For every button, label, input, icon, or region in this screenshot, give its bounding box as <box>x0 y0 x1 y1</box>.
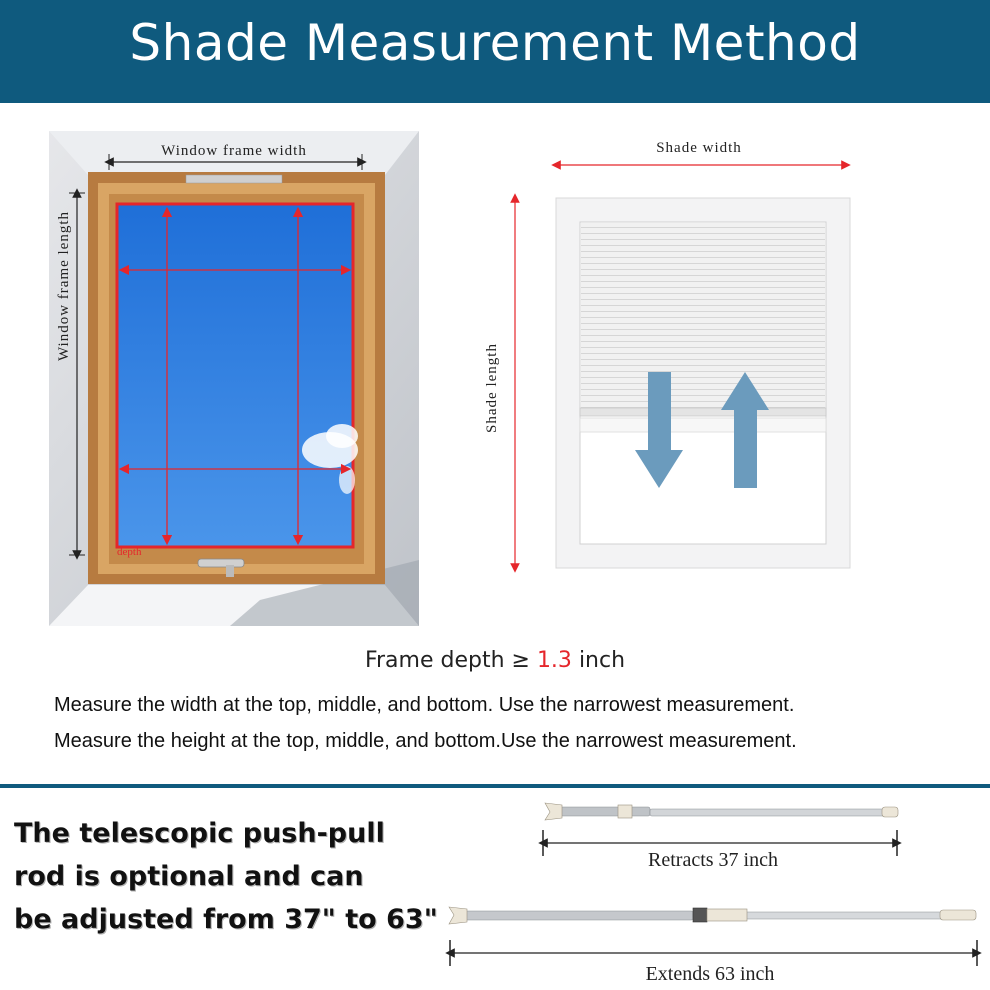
extended-rod <box>449 907 976 924</box>
shade-width-label: Shade width <box>656 140 742 156</box>
window-illustration <box>49 131 419 626</box>
frame-depth-unit: inch <box>578 648 626 673</box>
rod-hook-icon <box>449 907 467 924</box>
width-instruction: Measure the width at the top, middle, and bottom. Use the narrowest measurement. <box>54 694 795 716</box>
height-instruction: Measure the height at the top, middle, and bottom.Use the narrowest measurement. <box>54 730 797 752</box>
extended-label: Extends 63 inch <box>645 963 775 985</box>
rod-illustration <box>449 803 977 985</box>
section-divider <box>0 784 990 788</box>
rod-description-line: rod is optional and can <box>14 861 364 892</box>
frame-depth-value: 1.3 <box>536 648 572 673</box>
rod-description-line: be adjusted from 37" to 63" <box>14 904 438 935</box>
page-title: Shade Measurement Method <box>129 14 861 72</box>
glass-pane <box>117 204 353 547</box>
window-handle <box>198 559 244 567</box>
depth-label: depth <box>117 546 142 558</box>
bottom-rail <box>580 418 826 432</box>
shade-illustration <box>484 140 850 568</box>
retracted-rod <box>545 803 898 820</box>
rod-description-line: The telescopic push-pull <box>14 818 385 849</box>
window-length-label: Window frame length <box>56 210 72 362</box>
rod-description <box>14 812 438 941</box>
frame-depth-prefix: Frame depth ≥ <box>364 648 530 673</box>
frame-depth-line <box>0 648 990 673</box>
shade-length-label: Shade length <box>484 343 500 433</box>
rod-hook-icon <box>545 803 562 820</box>
retracted-label: Retracts 37 inch <box>648 849 778 871</box>
window-width-label: Window frame width <box>161 143 307 159</box>
pleated-fabric <box>581 223 825 409</box>
